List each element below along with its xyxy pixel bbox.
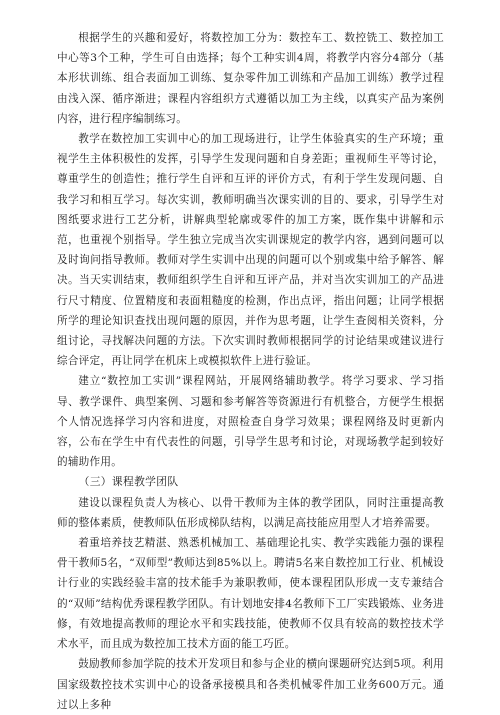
paragraph-course-website: 建立“数控加工实训”课程网站，开展网络辅助教学。将学习要求、学习指导、教学课件、典型案例、习题和参考解答等资源进行有机整合，方便学生根据个人情况选择学习内容和进度，对照检查自身学习效果；课程网络及时更新内容，公布在学生中有代表性的问题，引导学生思考和讨论，对现场教学起到较好的辅助作用。 xyxy=(57,375,444,469)
section-heading-teaching-team: （三）课程教学团队 xyxy=(78,475,179,489)
paragraph-team-building: 建设以课程负责人为核心、以骨干教师为主体的教学团队，同时注重提高教师的整体素质，使教师队伍形成梯队结构，以满足高技能应用型人才培养需要。 xyxy=(57,496,444,529)
paragraph-teaching-process: 教学在数控加工实训中心的加工现场进行，让学生体验真实的生产环境；重视学生主体积极性的发挥，引导学生发现问题和自身差距；重视师生平等讨论，尊重学生的创造性；推行学生自评和互评的评价方式，有利于学生发现问题、自我学习和相互学习。每次实训，教师明确当次课实训的目的、要求，引导学生对图纸要求进行工艺分析，讲解典型轮廓或零件的加工方案，既作集中讲解和示范，也重视个别指导。学生独立完成当次实训课规定的教学内容，遇到问题可以及时询问指导教师。教师对学生实训中出现的问题可以个别或集中给予解答、解决。当天实训结束，教师组织学生自评和互评产品，并对当次实训加工的产品进行尺寸精度、位置精度和表面粗糙度的检测，作出点评，指出问题；让同学根据所学的理论知识查找出现问题的原因，并作为思考题，让学生查阅相关资料，分组讨论，寻找解决问题的方法。下次实训时教师根据同学的讨论结果或建议进行综合评定，再让同学在机床上或模拟软件上进行验证。 xyxy=(57,133,444,368)
paragraph-teacher-training: 着重培养技艺精湛、熟悉机械加工、基础理论扎实、教学实践能力强的课程骨干教师5名，“双师型”教师达到85%以上。聘请5名来自数控加工行业、机械设计行业的实践经验丰富的技术能手为兼职教师，使本课程团队形成一支专兼结合的“双师”结构优秀课程教学团队。有计划地安排4名教师下工厂实践锻炼、业务进修，有效地提高教师的理论水平和实践技能，使教师不仅具有较高的数控技术学术水平，而且成为数控加工技术方面的能工巧匠。 xyxy=(57,537,445,651)
paragraph-encourage-research: 鼓励教师参加学院的技术开发项目和参与企业的横向课题研究达到5项。利用国家级数控技术实训中心的设备承接模具和各类机械零件加工业务600万元。通过以上多种 xyxy=(57,658,444,711)
paragraph-training-division: 根据学生的兴趣和爱好，将数控加工分为：数控车工、数控铣工、数控加工中心等3个工种，学生可自由选择；每个工种实训4周，将教学内容分4部分（基本形状训练、组合表面加工训练、复杂零件加工训练和产品加工训练）教学过程由浅入深、循序渐进；课程内容组织方式遵循以加工为主线，以真实产品为案例内容，进行程序编制练习。 xyxy=(57,32,444,125)
